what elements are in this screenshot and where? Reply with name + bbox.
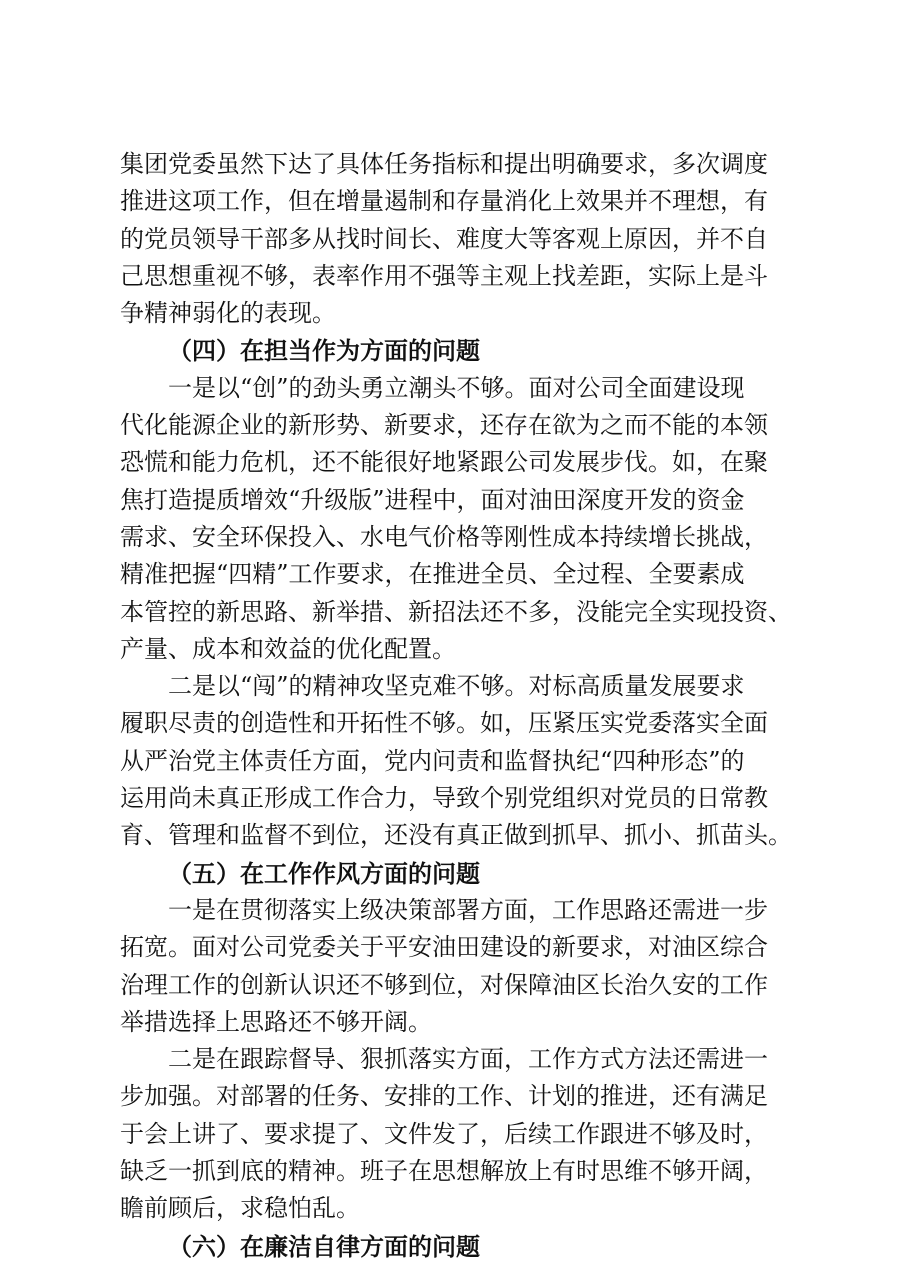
section-heading-4: （四）在担当作为方面的问题 xyxy=(168,336,480,366)
text-line: 焦打造提质增效“升级版”进程中，面对油田深度开发的资金 xyxy=(120,485,745,514)
document-page xyxy=(120,146,800,1265)
paragraph-5-1 xyxy=(120,892,800,1041)
paragraph-4-1 xyxy=(120,370,800,668)
paragraph-continuation xyxy=(120,146,800,332)
text-line: 本管控的新思路、新举措、新招法还不多，没能完全实现投资、 xyxy=(120,597,792,626)
text-line: 推进这项工作，但在增量遏制和存量消化上效果并不理想，有 xyxy=(120,187,768,216)
text-line: 缺乏一抓到底的精神。班子在思想解放上有时思维不够开阔， xyxy=(120,1157,768,1186)
text-line: 运用尚未真正形成工作合力，导致个别党组织对党员的日常教 xyxy=(120,784,768,813)
text-line: 产量、成本和效益的优化配置。 xyxy=(120,634,456,663)
text-line: 需求、安全环保投入、水电气价格等刚性成本持续增长挑战， xyxy=(120,522,768,551)
paragraph-5-2 xyxy=(120,1041,800,1227)
paragraph-4-2 xyxy=(120,668,800,854)
text-line: 瞻前顾后，求稳怕乱。 xyxy=(120,1194,360,1223)
text-line: 集团党委虽然下达了具体任务指标和提出明确要求，多次调度 xyxy=(120,150,768,178)
text-line: 治理工作的创新认识还不够到位，对保障油区长治久安的工作 xyxy=(120,970,768,999)
text-line: 恐慌和能力危机，还不能很好地紧跟公司发展步伐。如，在聚 xyxy=(120,448,768,477)
text-line: 代化能源企业的新形势、新要求，还存在欲为之而不能的本领 xyxy=(120,411,768,440)
text-line: 的党员领导干部多从找时间长、难度大等客观上原因，并不自 xyxy=(120,224,768,253)
text-line: 步加强。对部署的任务、安排的工作、计划的推进，还有满足 xyxy=(120,1082,768,1111)
text-line: 一是以“创”的劲头勇立潮头不够。面对公司全面建设现 xyxy=(168,373,745,402)
text-line: 拓宽。面对公司党委关于平安油田建设的新要求，对油区综合 xyxy=(120,933,768,962)
text-line: 从严治党主体责任方面，党内问责和监督执纪“四种形态”的 xyxy=(120,746,745,775)
text-line: 一是在贯彻落实上级决策部署方面，工作思路还需进一步 xyxy=(168,895,768,924)
text-line: 争精神弱化的表现。 xyxy=(120,299,336,328)
text-line: 育、管理和监督不到位，还没有真正做到抓早、抓小、抓苗头。 xyxy=(120,821,792,850)
text-line: 二是以“闯”的精神攻坚克难不够。对标高质量发展要求 xyxy=(168,672,745,701)
text-line: 二是在跟踪督导、狠抓落实方面，工作方式方法还需进一 xyxy=(168,1045,768,1074)
section-heading-5: （五）在工作作风方面的问题 xyxy=(168,858,480,888)
text-line: 己思想重视不够，表率作用不强等主观上找差距，实际上是斗 xyxy=(120,261,768,290)
text-line: 精准把握“四精”工作要求，在推进全员、全过程、全要素成 xyxy=(120,560,745,589)
text-line: 于会上讲了、要求提了、文件发了，后续工作跟进不够及时， xyxy=(120,1119,768,1148)
text-line: 履职尽责的创造性和开拓性不够。如，压紧压实党委落实全面 xyxy=(120,709,768,738)
section-heading-6: （六）在廉洁自律方面的问题 xyxy=(168,1231,480,1261)
text-line: 举措选择上思路还不够开阔。 xyxy=(120,1007,432,1036)
